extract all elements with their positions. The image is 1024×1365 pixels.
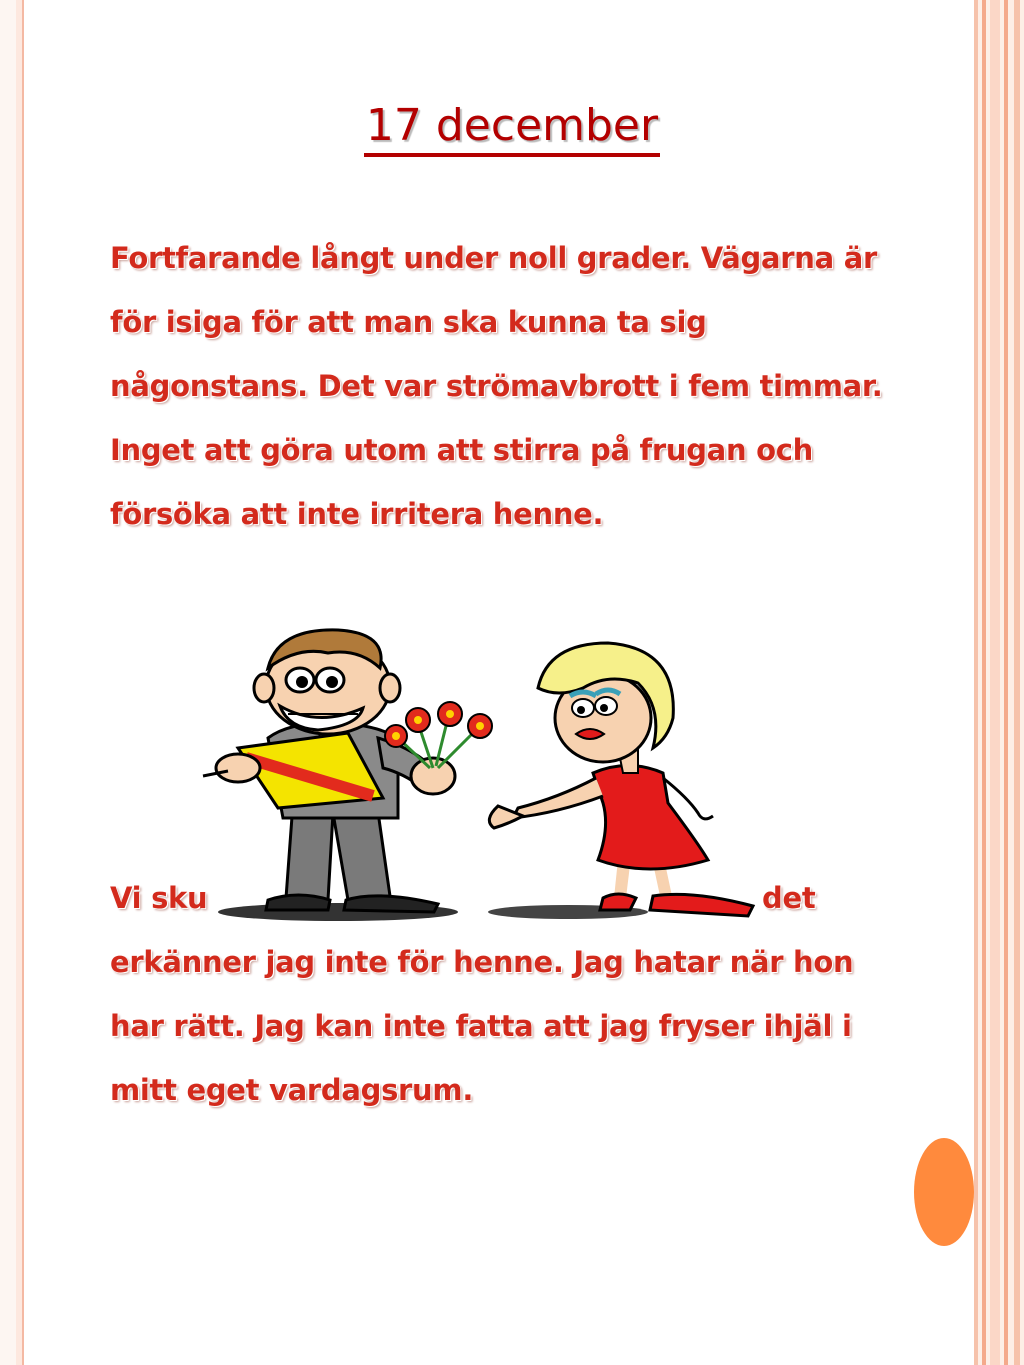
paragraph-2-line-2: erkänner jag inte för henne. Jag hatar när hon	[110, 945, 854, 979]
paragraph-2-line-3: har rätt. Jag kan inte fatta att jag fryser ihjäl i	[110, 1009, 852, 1043]
slide-title	[0, 100, 1024, 151]
paragraph-2-line-1-end: det	[762, 881, 816, 915]
couple-cartoon-icon	[198, 628, 758, 928]
right-decoration	[976, 0, 1024, 1365]
slide-title-text: 17 december	[364, 100, 660, 157]
paragraph-1: Fortfarande långt under noll grader. Vägarna är för isiga för att man ska kunna ta sig någonstans. Det var strömavbrott i fem timmar. Inget att göra utom att stirra på frugan och försöka att inte irritera henne.	[110, 241, 883, 531]
paragraph-2-line-1: Vi sku	[110, 881, 208, 915]
orange-oval-decoration	[914, 1138, 974, 1246]
left-border	[0, 0, 24, 1365]
paragraph-2-line-4: mitt eget vardagsrum.	[110, 1073, 474, 1107]
